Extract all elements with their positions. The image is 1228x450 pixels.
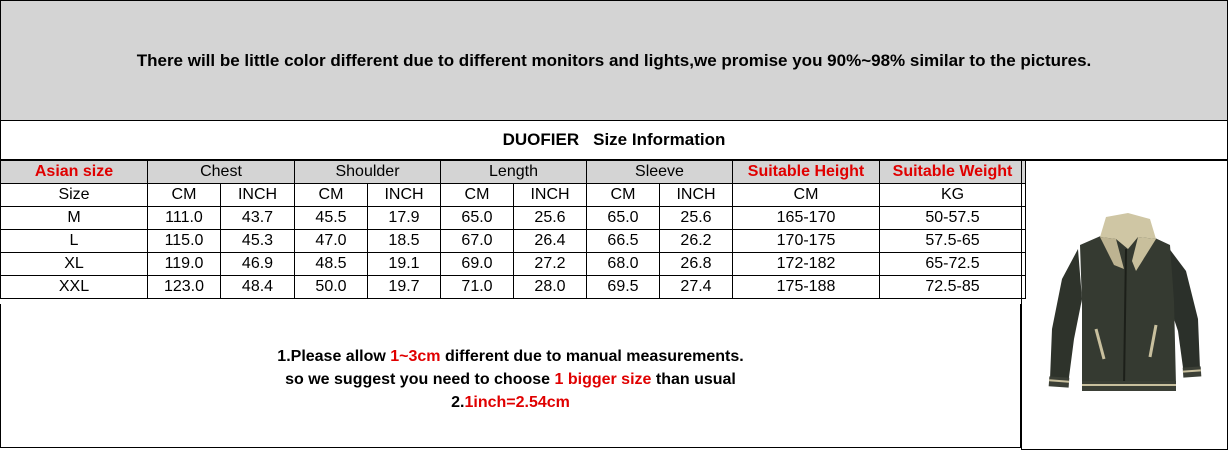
table-cell: 69.0 bbox=[441, 253, 514, 276]
table-cell: 45.5 bbox=[295, 207, 368, 230]
table-cell: 27.4 bbox=[660, 276, 733, 299]
header-suitable-height: Suitable Height bbox=[733, 161, 880, 184]
table-cell: 65-72.5 bbox=[880, 253, 1026, 276]
table-cell: 27.2 bbox=[514, 253, 587, 276]
table-cell: 19.7 bbox=[368, 276, 441, 299]
unit-cell: CM bbox=[295, 184, 368, 207]
table-cell: 119.0 bbox=[148, 253, 221, 276]
table-cell: 46.9 bbox=[221, 253, 295, 276]
size-table bbox=[0, 160, 1026, 299]
table-cell: 111.0 bbox=[148, 207, 221, 230]
table-cell: 50.0 bbox=[295, 276, 368, 299]
jacket-image bbox=[1040, 209, 1210, 401]
note-text: than usual bbox=[651, 371, 736, 388]
table-cell: 57.5-65 bbox=[880, 230, 1026, 253]
size-cell: XXL bbox=[1, 276, 148, 299]
unit-cell: INCH bbox=[514, 184, 587, 207]
table-row bbox=[1, 276, 1026, 299]
header-shoulder: Shoulder bbox=[295, 161, 441, 184]
table-cell: 28.0 bbox=[514, 276, 587, 299]
table-cell: 170-175 bbox=[733, 230, 880, 253]
header-sleeve: Sleeve bbox=[587, 161, 733, 184]
table-cell: 45.3 bbox=[221, 230, 295, 253]
unit-cell: KG bbox=[880, 184, 1026, 207]
table-cell: 26.4 bbox=[514, 230, 587, 253]
table-cell: 17.9 bbox=[368, 207, 441, 230]
table-cell: 68.0 bbox=[587, 253, 660, 276]
table-cell: 172-182 bbox=[733, 253, 880, 276]
table-cell: 18.5 bbox=[368, 230, 441, 253]
table-cell: 69.5 bbox=[587, 276, 660, 299]
note-line-3 bbox=[451, 391, 570, 414]
table-cell: 72.5-85 bbox=[880, 276, 1026, 299]
table-cell: 65.0 bbox=[587, 207, 660, 230]
table-cell: 25.6 bbox=[514, 207, 587, 230]
size-cell: XL bbox=[1, 253, 148, 276]
note-text: 2. bbox=[451, 394, 465, 411]
table-cell: 43.7 bbox=[221, 207, 295, 230]
product-photo-cell bbox=[1021, 160, 1228, 450]
table-cell: 25.6 bbox=[660, 207, 733, 230]
note-highlight: 1~3cm bbox=[390, 348, 441, 365]
brand-name: DUOFIER bbox=[502, 130, 580, 149]
unit-cell: CM bbox=[733, 184, 880, 207]
table-cell: 66.5 bbox=[587, 230, 660, 253]
note-highlight: 1inch=2.54cm bbox=[464, 394, 570, 411]
size-info-title bbox=[0, 121, 1228, 160]
table-cell: 123.0 bbox=[148, 276, 221, 299]
header-chest: Chest bbox=[148, 161, 295, 184]
table-cell: 115.0 bbox=[148, 230, 221, 253]
table-cell: 65.0 bbox=[441, 207, 514, 230]
header-length: Length bbox=[441, 161, 587, 184]
header-suitable-weight: Suitable Weight bbox=[880, 161, 1026, 184]
table-row bbox=[1, 230, 1026, 253]
note-text: different due to manual measurements. bbox=[440, 348, 744, 365]
table-cell: 165-170 bbox=[733, 207, 880, 230]
note-text: 1.Please allow bbox=[277, 348, 391, 365]
table-row bbox=[1, 253, 1026, 276]
table-cell: 19.1 bbox=[368, 253, 441, 276]
unit-cell: INCH bbox=[368, 184, 441, 207]
disclaimer-text: There will be little color different due to different monitors and lights,we promise you 90%~98% similar to the pictures. bbox=[136, 50, 1092, 70]
disclaimer-banner bbox=[0, 0, 1228, 121]
unit-cell: CM bbox=[587, 184, 660, 207]
header-asian-size: Asian size bbox=[1, 161, 148, 184]
table-cell: 47.0 bbox=[295, 230, 368, 253]
unit-cell: CM bbox=[148, 184, 221, 207]
unit-cell: INCH bbox=[660, 184, 733, 207]
table-cell: 48.5 bbox=[295, 253, 368, 276]
unit-cell: INCH bbox=[221, 184, 295, 207]
table-row bbox=[1, 207, 1026, 230]
note-line-1 bbox=[277, 345, 743, 368]
table-unit-row bbox=[1, 184, 1026, 207]
unit-cell: Size bbox=[1, 184, 148, 207]
note-highlight: 1 bigger size bbox=[554, 371, 652, 388]
table-header-row bbox=[1, 161, 1026, 184]
note-text: so we suggest you need to choose bbox=[285, 371, 555, 388]
size-cell: M bbox=[1, 207, 148, 230]
table-cell: 67.0 bbox=[441, 230, 514, 253]
measurement-notes bbox=[0, 304, 1021, 448]
table-cell: 50-57.5 bbox=[880, 207, 1026, 230]
table-cell: 175-188 bbox=[733, 276, 880, 299]
title-label: Size Information bbox=[593, 130, 726, 149]
note-line-2 bbox=[285, 368, 736, 391]
size-cell: L bbox=[1, 230, 148, 253]
table-cell: 26.8 bbox=[660, 253, 733, 276]
table-cell: 48.4 bbox=[221, 276, 295, 299]
table-cell: 26.2 bbox=[660, 230, 733, 253]
table-cell: 71.0 bbox=[441, 276, 514, 299]
unit-cell: CM bbox=[441, 184, 514, 207]
